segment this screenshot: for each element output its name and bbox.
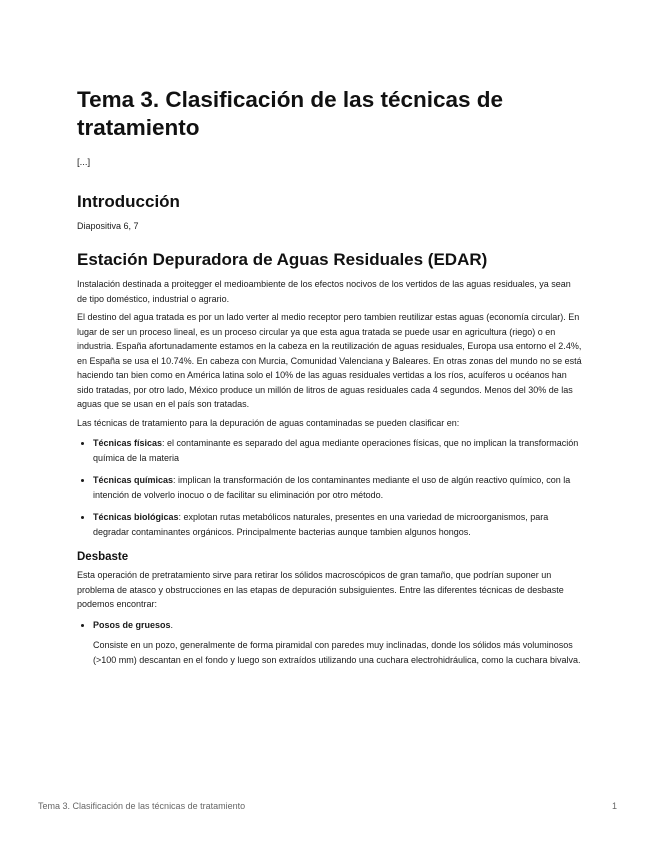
technique-term: Técnicas biológicas: [93, 512, 179, 522]
desbaste-item-term: Posos de gruesos: [93, 619, 171, 630]
technique-term: Técnicas físicas: [93, 438, 163, 448]
edar-heading: Estación Depuradora de Aguas Residuales (EDAR): [77, 250, 488, 269]
edar-paragraph-3: Las técnicas de tratamiento para la depuración de aguas contaminadas se pueden clasificar en:: [77, 417, 460, 428]
page-number: 1: [611, 801, 617, 811]
list-item: [93, 618, 582, 668]
technique-desc: : el contaminante es separado del agua mediante operaciones físicas, que no implican la transformación química de la materia: [93, 438, 579, 463]
intro-heading: Introducción: [77, 191, 180, 211]
intro-note: Diapositiva 6, 7: [77, 220, 139, 231]
desbaste-list: [77, 618, 582, 668]
footer-title: Tema 3. Clasificación de las técnicas de tratamiento: [38, 801, 246, 811]
technique-term: Técnicas químicas: [93, 475, 174, 485]
desbaste-item-detail: Consiste en un pozo, generalmente de forma piramidal con paredes muy inclinadas, donde los sólidos más voluminosos (>100 mm) descantan en el fondo y luego son extraídos utilizando una cuchara electrohidráulica, como la cuchara bivalva.: [93, 640, 581, 665]
technique-desc: : implican la transformación de los contaminantes mediante el uso de algún reactivo químico, con la intención de volverlo inocuo o de facilitar su eliminación por otro método.: [93, 475, 571, 500]
edar-paragraph-2: El destino del agua tratada es por un lado verter al medio receptor pero tambien reutilizar estas aguas (economía circular). En lugar de ser un proceso lineal, es un proceso circular ya que esta agua tratada se puede usar en agricultura (riego) o en industria. España afortunadamente estamos en la cabeza en la reutilización de aguas residuales, Europa usa entorno el 2.4%, en España se usa el 10.74%. En cabeza con Murcia, Comunidad Valenciana y Baleares. En otras zonas del mundo no se está haciendo tan bien como en América latina solo el 10% de las aguas residuales vertidas a los ríos, acuíferos u océanos han sido tratadas, por otro lado, México produce un millón de litros de aguas residuales cada 4 segundos. Menos del 30% de las aguas que se usan en el país son tratadas.: [77, 312, 582, 409]
desbaste-item-punct: .: [170, 619, 174, 630]
techniques-list: [77, 436, 582, 539]
technique-desc: : explotan rutas metabólicos naturales, presentes en una variedad de microorganismos, para degradar contaminantes orgánicos. Principalmente bacterias aunque tambien algunos hongos.: [93, 512, 549, 537]
omission-marker: [...]: [77, 157, 91, 168]
desbaste-heading: Desbaste: [77, 551, 129, 563]
list-item: [93, 510, 582, 539]
list-item: [93, 473, 582, 502]
page-footer: [38, 801, 617, 811]
desbaste-paragraph: Esta operación de pretratamiento sirve para retirar los sólidos macroscópicos de gran tamaño, que podrían suponer un problema de atasco y obstrucciones en las etapas de depuración subsiguientes. Entre las diferentes técnicas de desbaste podemos encontrar:: [77, 570, 564, 609]
page-title: Tema 3. Clasificación de las técnicas de tratamiento: [77, 87, 504, 140]
document-page: [77, 86, 582, 675]
edar-paragraph-1: Instalación destinada a proitegger el medioambiente de los efectos nocivos de los vertidos de las aguas residuales, ya sean de tipo doméstico, industrial o agrario.: [77, 279, 571, 304]
list-item: [93, 436, 582, 465]
